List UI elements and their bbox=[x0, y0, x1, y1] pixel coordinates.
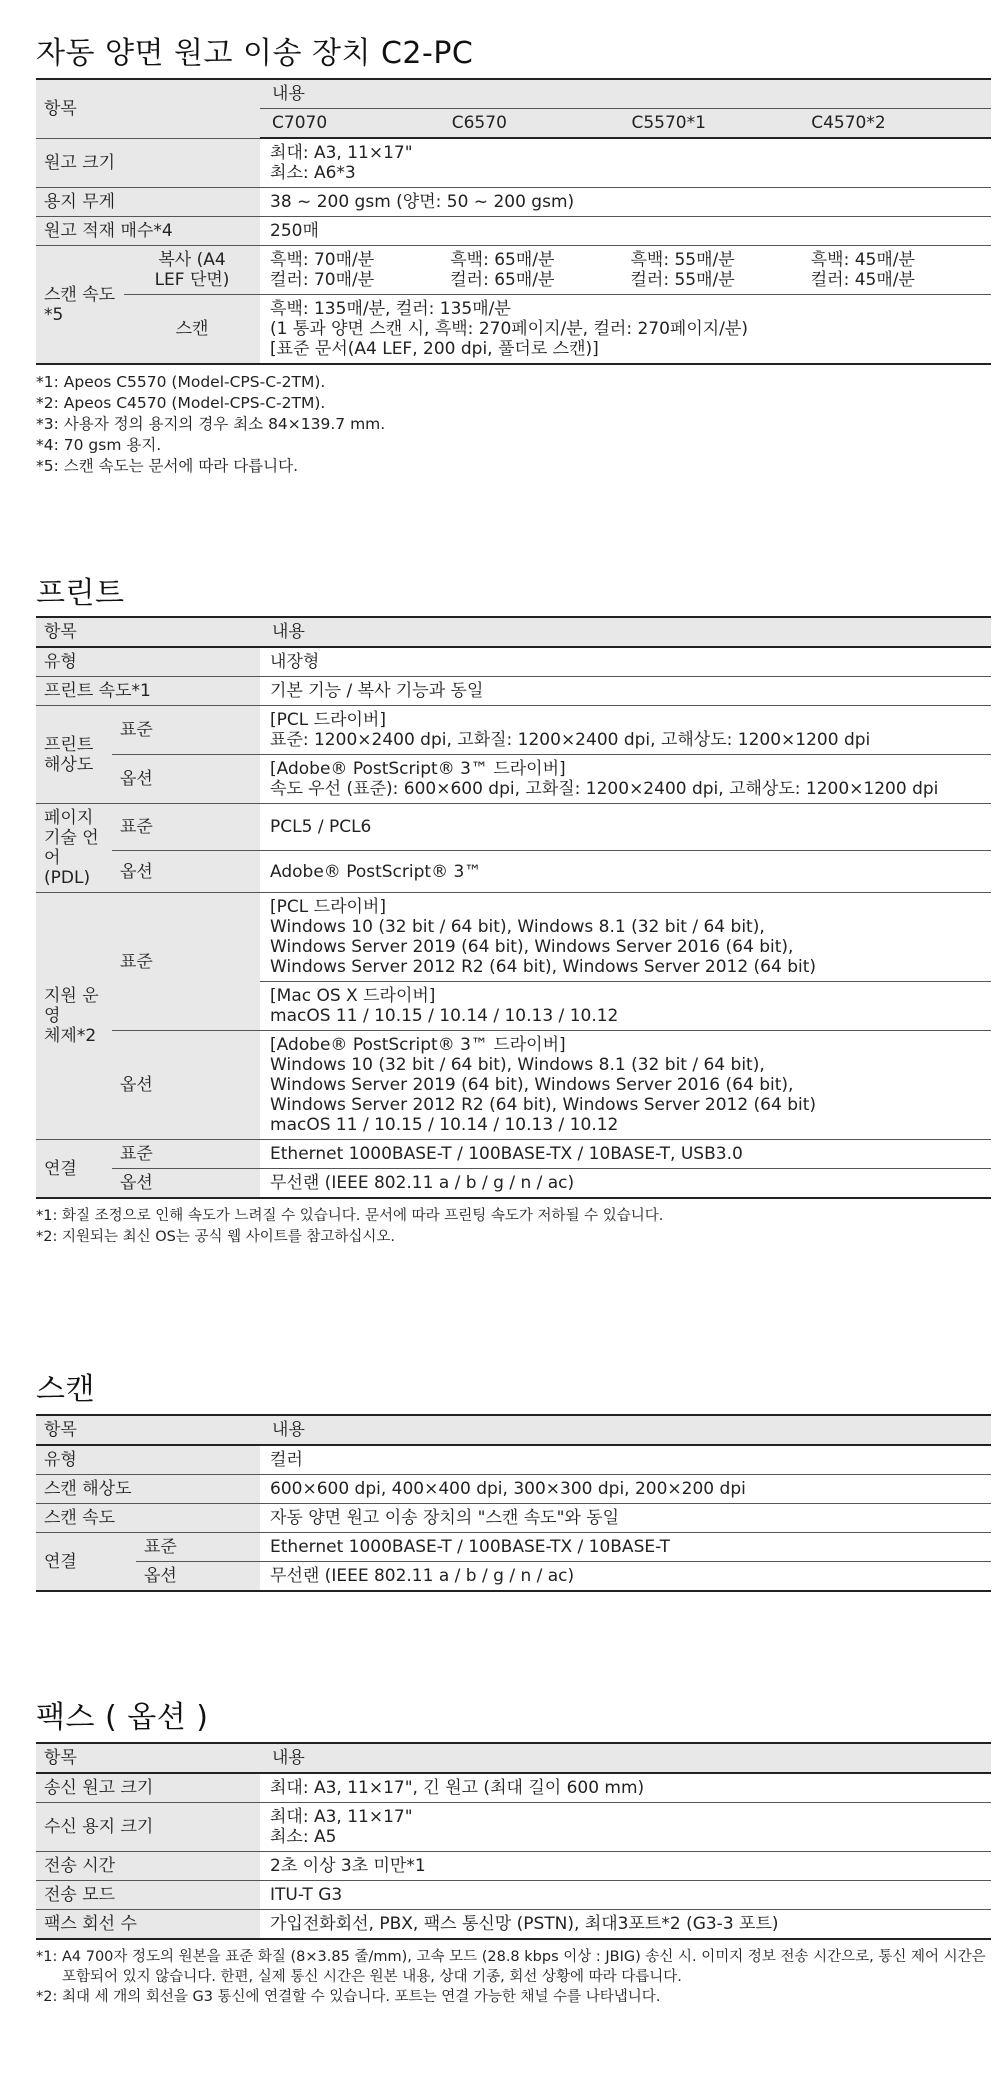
print-notes bbox=[36, 1206, 991, 1248]
print-title: 프린트 bbox=[36, 576, 125, 611]
value-line: Windows 10 (32 bit / 64 bit), Windows 8.1 (32 bit / 64 bit), bbox=[270, 917, 765, 937]
label-resolution: 프린트 bbox=[44, 734, 94, 755]
scan-header-row bbox=[36, 1415, 991, 1445]
value-line: macOS 11 / 10.15 / 10.14 / 10.13 / 10.12 bbox=[270, 1006, 619, 1026]
value-scan-resolution: 600×600 dpi, 400×400 dpi, 300×300 dpi, 200×200 dpi bbox=[260, 1475, 991, 1504]
footnote: *2: 최대 세 개의 회선을 G3 통신에 연결할 수 있습니다. 포트는 연결 가능한 채널 수를 나타냅니다. bbox=[36, 1989, 661, 2005]
bw-speeds bbox=[270, 250, 991, 270]
model-list bbox=[272, 113, 991, 133]
label-recv-size: 수신 용지 크기 bbox=[36, 1803, 260, 1852]
value-line: 속도 우선 (표준): 600×600 dpi, 고화질: 1200×2400 dpi, 고해상도: 1200×1200 dpi bbox=[270, 779, 939, 799]
label-connection: 연결 bbox=[36, 1140, 112, 1199]
footnote: *2: Apeos C4570 (Model-CPS-C-2TM). bbox=[36, 394, 326, 412]
sub-label-option: 옵션 bbox=[112, 755, 260, 804]
model-c6570: C6570 bbox=[451, 113, 507, 133]
fax-table bbox=[36, 1742, 991, 1940]
fax-notes bbox=[36, 1947, 991, 2007]
label-os: 체제*2 bbox=[44, 1026, 97, 1046]
footnote: *4: 70 gsm 용지. bbox=[36, 436, 162, 454]
print-header-row bbox=[36, 617, 991, 647]
row-scan-speed-copy bbox=[36, 246, 991, 295]
scan-table bbox=[36, 1414, 991, 1592]
value-max: 최대: A3, 11×17" bbox=[270, 143, 413, 163]
header-content: 내용 bbox=[260, 1415, 991, 1445]
row-capacity bbox=[36, 217, 991, 246]
scan-label: 스캔 bbox=[124, 295, 260, 365]
header-item: 항목 bbox=[36, 1415, 260, 1445]
value-min: 최소: A6*3 bbox=[270, 163, 356, 183]
label-os: 지원 운영 bbox=[44, 986, 99, 1026]
bw-speed: 흑백: 45매/분 bbox=[810, 250, 915, 270]
bw-speed: 흑백: 65매/분 bbox=[450, 250, 555, 270]
scan-line: (1 통과 양면 스캔 시, 흑백: 270페이지/분, 컬러: 270페이지/분) bbox=[270, 319, 748, 339]
model-c4570: C4570*2 bbox=[811, 113, 886, 133]
adf-header-row bbox=[36, 79, 991, 109]
value-line: macOS 11 / 10.15 / 10.14 / 10.13 / 10.12 bbox=[270, 1115, 619, 1135]
label-type: 유형 bbox=[36, 647, 260, 677]
sub-label-standard: 표준 bbox=[112, 893, 260, 1031]
model-c7070: C7070 bbox=[272, 113, 328, 133]
value-pdl-opt: Adobe® PostScript® 3™ bbox=[260, 851, 991, 893]
copy-label-1: 복사 (A4 bbox=[158, 250, 226, 270]
value-connection-std: Ethernet 1000BASE-T / 100BASE-TX / 10BASE-T bbox=[260, 1533, 991, 1562]
label-paper-weight: 용지 무게 bbox=[36, 188, 260, 217]
bw-speed: 흑백: 55매/분 bbox=[630, 250, 735, 270]
value-line: [Mac OS X 드라이버] bbox=[270, 986, 436, 1006]
label-scan-resolution: 스캔 해상도 bbox=[36, 1475, 260, 1504]
value-line: [PCL 드라이버] bbox=[270, 897, 386, 917]
header-content: 내용 bbox=[260, 1743, 991, 1773]
label-connection: 연결 bbox=[36, 1533, 136, 1592]
row-os-std-a bbox=[36, 893, 991, 982]
value-tx-time: 2초 이상 3초 미만*1 bbox=[260, 1852, 991, 1881]
row-connection-opt bbox=[36, 1169, 991, 1199]
print-table bbox=[36, 616, 991, 1199]
value-line: [Adobe® PostScript® 3™ 드라이버] bbox=[270, 759, 566, 779]
value-pdl-std: PCL5 / PCL6 bbox=[260, 804, 991, 851]
value-type: 내장형 bbox=[260, 647, 991, 677]
value-print-speed: 기본 기능 / 복사 기능과 동일 bbox=[260, 677, 991, 706]
label-send-size: 송신 원고 크기 bbox=[36, 1773, 260, 1803]
row-connection-std bbox=[36, 1140, 991, 1169]
scan-section bbox=[36, 1364, 991, 1592]
value-connection-std: Ethernet 1000BASE-T / 100BASE-TX / 10BASE-T, USB3.0 bbox=[260, 1140, 991, 1169]
label-scan-speed: 스캔 속도*5 bbox=[36, 246, 124, 365]
value-tx-mode: ITU-T G3 bbox=[260, 1881, 991, 1910]
sub-label-option: 옵션 bbox=[112, 1031, 260, 1140]
label-tx-mode: 전송 모드 bbox=[36, 1881, 260, 1910]
adf-table bbox=[36, 78, 991, 365]
value-capacity: 250매 bbox=[260, 217, 991, 246]
row-pdl-opt bbox=[36, 851, 991, 893]
sub-label-standard: 표준 bbox=[112, 706, 260, 755]
label-resolution: 해상도 bbox=[44, 754, 94, 775]
header-item: 항목 bbox=[36, 617, 260, 647]
row-send-size bbox=[36, 1773, 991, 1803]
label-pdl: 기술 언어 bbox=[44, 828, 99, 868]
value-scan-type: 컬러 bbox=[260, 1445, 991, 1475]
value-connection-opt: 무선랜 (IEEE 802.11 a / b / g / n / ac) bbox=[260, 1562, 991, 1592]
value-fax-lines: 가입전화회선, PBX, 팩스 통신망 (PSTN), 최대3포트*2 (G3-3 포트) bbox=[260, 1910, 991, 1940]
label-pdl: (PDL) bbox=[44, 868, 91, 888]
label-print-speed: 프린트 속도*1 bbox=[36, 677, 260, 706]
label-scan-speed: 스캔 속도 bbox=[36, 1504, 260, 1533]
label-capacity: 원고 적재 매수*4 bbox=[36, 217, 260, 246]
value-line: Windows Server 2012 R2 (64 bit), Windows Server 2012 (64 bit) bbox=[270, 1095, 817, 1115]
value-line: 표준: 1200×2400 dpi, 고화질: 1200×2400 dpi, 고해상도: 1200×1200 dpi bbox=[270, 730, 871, 750]
row-tx-time bbox=[36, 1852, 991, 1881]
footnote: *5: 스캔 속도는 문서에 따라 다릅니다. bbox=[36, 457, 299, 475]
value-line: Windows Server 2019 (64 bit), Windows Server 2016 (64 bit), bbox=[270, 937, 794, 957]
value-max: 최대: A3, 11×17" bbox=[270, 1807, 413, 1827]
color-speed: 컬러: 70매/분 bbox=[270, 270, 375, 290]
value-paper-weight: 38 ~ 200 gsm (양면: 50 ~ 200 gsm) bbox=[260, 188, 991, 217]
sub-label-standard: 표준 bbox=[136, 1533, 260, 1562]
value-line: Windows Server 2012 R2 (64 bit), Windows Server 2012 (64 bit) bbox=[270, 957, 817, 977]
row-tx-mode bbox=[36, 1881, 991, 1910]
adf-notes bbox=[36, 372, 991, 477]
header-content: 내용 bbox=[260, 79, 991, 109]
label-fax-lines: 팩스 회선 수 bbox=[36, 1910, 260, 1940]
sub-label-option: 옵션 bbox=[136, 1562, 260, 1592]
color-speed: 컬러: 55매/분 bbox=[630, 270, 735, 290]
value-line: [PCL 드라이버] bbox=[270, 710, 386, 730]
value-min: 최소: A5 bbox=[270, 1827, 337, 1847]
footnote: *1: A4 700자 정도의 원본을 표준 화질 (8×3.85 줄/mm), 고속 모드 (28.8 kbps 이상 : JBIG) 송신 시. 이미지 정보 전송 시간으로, 통신 제어 시간은 포함되어 있지 않습니다. 한편, 실제 통신 시간은 원본 내용, 상대 기종, 회선 상황에 따라 다릅니다. bbox=[36, 1949, 986, 1985]
sub-label-standard: 표준 bbox=[112, 1140, 260, 1169]
label-scan-type: 유형 bbox=[36, 1445, 260, 1475]
row-scan-type bbox=[36, 1445, 991, 1475]
copy-label-2: LEF 단면) bbox=[154, 270, 230, 290]
value-line: Windows Server 2019 (64 bit), Windows Server 2016 (64 bit), bbox=[270, 1075, 794, 1095]
footnote: *3: 사용자 정의 용지의 경우 최소 84×139.7 mm. bbox=[36, 415, 386, 433]
color-speed: 컬러: 65매/분 bbox=[450, 270, 555, 290]
scan-line: 흑백: 135매/분, 컬러: 135매/분 bbox=[270, 299, 511, 319]
scan-line: [표준 문서(A4 LEF, 200 dpi, 풀더로 스캔)] bbox=[270, 339, 599, 359]
row-scan-speed-scan bbox=[36, 295, 991, 365]
sub-label-option: 옵션 bbox=[112, 851, 260, 893]
row-print-speed bbox=[36, 677, 991, 706]
print-section bbox=[36, 568, 991, 1248]
row-resolution-std bbox=[36, 706, 991, 755]
model-c5570: C5570*1 bbox=[631, 113, 706, 133]
value-line: Windows 10 (32 bit / 64 bit), Windows 8.1 (32 bit / 64 bit), bbox=[270, 1055, 765, 1075]
row-scan-resolution bbox=[36, 1475, 991, 1504]
adf-title: 자동 양면 원고 이송 장치 C2-PC bbox=[36, 36, 474, 71]
header-content: 내용 bbox=[260, 617, 991, 647]
bw-speed: 흑백: 70매/분 bbox=[270, 250, 375, 270]
sub-label-standard: 표준 bbox=[112, 804, 260, 851]
row-fax-lines bbox=[36, 1910, 991, 1940]
value-send-size: 최대: A3, 11×17", 긴 원고 (최대 길이 600 mm) bbox=[260, 1773, 991, 1803]
row-scan-connection-std bbox=[36, 1533, 991, 1562]
value-scan-speed: 자동 양면 원고 이송 장치의 "스캔 속도"와 동일 bbox=[260, 1504, 991, 1533]
value-connection-opt: 무선랜 (IEEE 802.11 a / b / g / n / ac) bbox=[260, 1169, 991, 1199]
label-original-size: 원고 크기 bbox=[36, 138, 260, 188]
row-original-size bbox=[36, 138, 991, 188]
header-item: 항목 bbox=[36, 79, 260, 138]
row-recv-size bbox=[36, 1803, 991, 1852]
row-paper-weight bbox=[36, 188, 991, 217]
row-scan-connection-opt bbox=[36, 1562, 991, 1592]
row-os-opt bbox=[36, 1031, 991, 1140]
label-tx-time: 전송 시간 bbox=[36, 1852, 260, 1881]
fax-header-row bbox=[36, 1743, 991, 1773]
footnote: *1: Apeos C5570 (Model-CPS-C-2TM). bbox=[36, 373, 326, 391]
row-type bbox=[36, 647, 991, 677]
footnote: *2: 지원되는 최신 OS는 공식 웹 사이트를 참고하십시오. bbox=[36, 1229, 395, 1245]
fax-section bbox=[36, 1692, 991, 2007]
adf-section bbox=[36, 28, 991, 477]
footnote: *1: 화질 조정으로 인해 속도가 느려질 수 있습니다. 문서에 따라 프린팅 속도가 저하될 수 있습니다. bbox=[36, 1208, 664, 1224]
scan-title: 스캔 bbox=[36, 1372, 95, 1407]
row-resolution-opt bbox=[36, 755, 991, 804]
row-pdl-std bbox=[36, 804, 991, 851]
color-speeds bbox=[270, 270, 991, 290]
row-scan-speed bbox=[36, 1504, 991, 1533]
fax-title: 팩스 ( 옵션 ) bbox=[36, 1700, 209, 1735]
label-pdl: 페이지 bbox=[44, 808, 94, 828]
value-line: [Adobe® PostScript® 3™ 드라이버] bbox=[270, 1035, 566, 1055]
header-item: 항목 bbox=[36, 1743, 260, 1773]
sub-label-option: 옵션 bbox=[112, 1169, 260, 1199]
color-speed: 컬러: 45매/분 bbox=[810, 270, 915, 290]
